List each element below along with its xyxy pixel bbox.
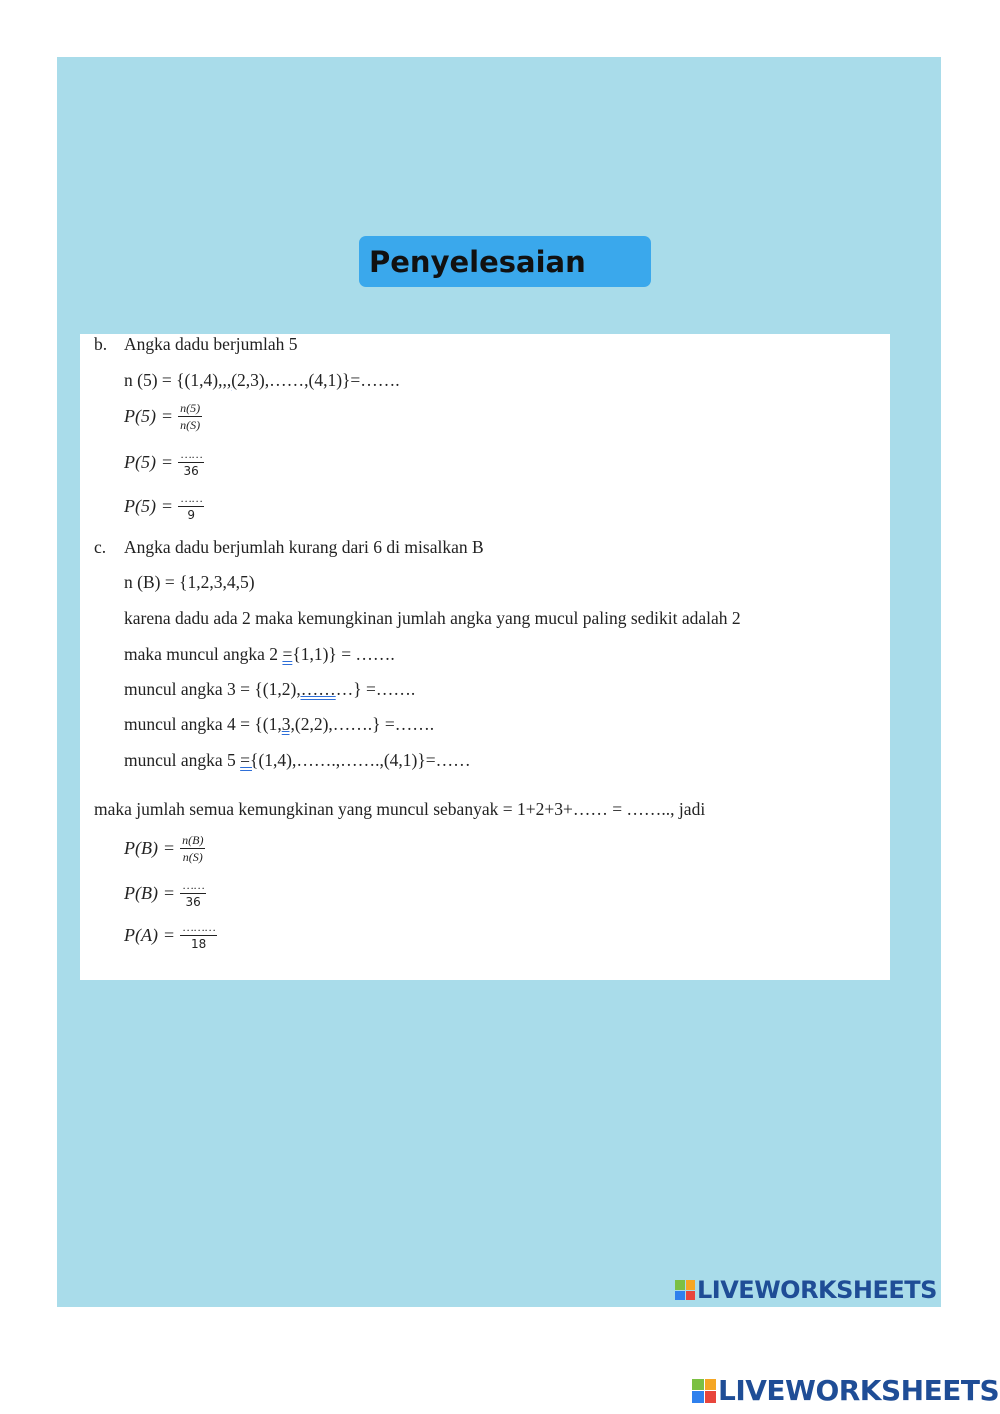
pb-formula: P(B) = $\frac{n(B)}{n(S)}$ <box>124 833 204 864</box>
p5-formula: P(5) = $\frac{n(5)}{n(S)}$ <box>124 401 201 432</box>
karena-line: karena dadu ada 2 maka kemungkinan jumlah angka yang mucul paling sedikit adalah 2 <box>124 608 741 628</box>
section-c-label: c. <box>94 537 107 557</box>
section-b-label: b. <box>94 334 108 354</box>
p5-blank-36: P(5) = $\frac{\dots\dots}{36}$ <box>124 447 203 478</box>
liveworksheets-icon <box>675 1280 695 1300</box>
pb-blank-36: P(B) = $\frac{\dots\dots}{36}$ <box>124 878 205 909</box>
muncul-5-line: muncul angka 5 ={(1,4),…….,…….,(4,1)}=…… <box>124 750 471 770</box>
page-title: Penyelesaian <box>359 236 651 287</box>
n5-line: n (5) = {(1,4),,,(2,3),……,(4,1)}=……. <box>124 370 400 390</box>
liveworksheets-logo <box>675 1276 937 1304</box>
nb-line: n (B) = {1,2,3,4,5) <box>124 572 255 592</box>
liveworksheets-footer-logo <box>692 1374 999 1407</box>
pa-blank-18: P(A) = $\frac{\dots\dots\dots}{18}$ <box>124 920 216 951</box>
section-b-heading: Angka dadu berjumlah 5 <box>124 334 298 354</box>
section-c-heading: Angka dadu berjumlah kurang dari 6 di misalkan B <box>124 537 484 557</box>
footer-brand-name: LIVEWORKSHEETS <box>718 1374 1000 1407</box>
muncul-3-line: muncul angka 3 = {(1,2),………} =……. <box>124 679 416 699</box>
summary-line: maka jumlah semua kemungkinan yang muncul sebanyak = 1+2+3+…… = …….., jadi <box>94 799 706 819</box>
p5-blank-9: P(5) = $\frac{\dots\dots}{9}$ <box>124 491 203 522</box>
muncul-2-line: maka muncul angka 2 ={1,1)} = ……. <box>124 644 395 664</box>
muncul-4-line: muncul angka 4 = {(1,3,(2,2),…….} =……. <box>124 714 435 734</box>
worksheet-sheet <box>57 57 941 1307</box>
brand-name: LIVEWORKSHEETS <box>697 1276 937 1304</box>
liveworksheets-footer-icon <box>692 1379 716 1403</box>
solution-content <box>80 334 890 980</box>
